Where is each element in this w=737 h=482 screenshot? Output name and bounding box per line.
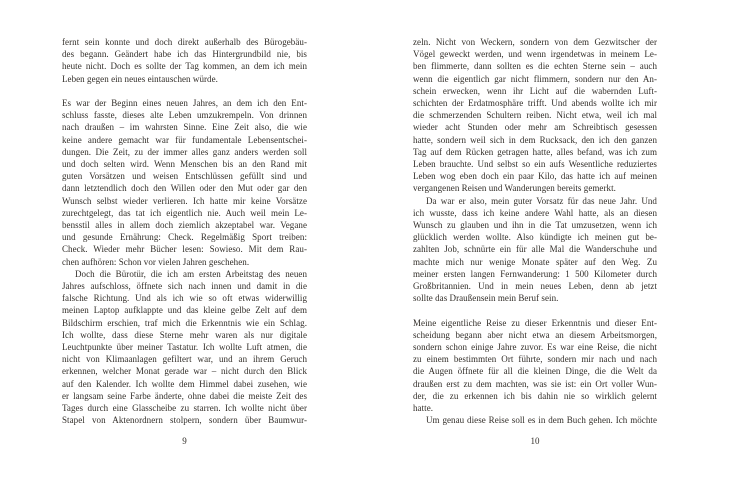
text-line: fernt sein konnte und doch direkt außerhalb des Bürogebäu- xyxy=(62,37,307,47)
text-line: wieder acht Stunden oder mehr am Schreibtisch gesessen xyxy=(413,122,657,133)
text-line: Jahres aufschloss, öffnete sich nach innen und damit in die xyxy=(62,281,307,292)
text-line: Meine eigentliche Reise zu dieser Erkenntnis und dieser Ent- xyxy=(413,317,657,328)
text-line: Check. Wieder mehr Bücher lesen: Sowieso. Mit dem Rau- xyxy=(62,244,307,255)
text-line: Bildschirm erschien, traf mich die Erkenntnis wie ein Schlag. xyxy=(62,317,307,328)
text-line: des begann. Geändert habe ich das Hintergrundbild nie, bis xyxy=(62,49,307,60)
text-line: der, die zu erkennen ich bis dahin nie so wirklich gelernt xyxy=(413,390,657,401)
text-line: zurechtgelegt, das tat ich eigentlich nie. Auch weil mein Le- xyxy=(62,207,307,218)
text-line: nicht von Klimaanlagen gefiltert war, und an ihrem Geruch xyxy=(62,354,307,365)
text-line: guten Vorsätzen und weisen Entschlüssen gefüllt sind und xyxy=(62,171,307,182)
page-number: 9 xyxy=(182,436,187,446)
text-line: nach draußen – im wahrsten Sinne. Eine Zeit also, die wie xyxy=(62,122,307,133)
text-line: Stapel von Aktenordnern stolpern, sondern über Baumwur- xyxy=(62,415,307,426)
text-line: zahlten Job, schnürte ein für alle Mal die Wanderschuhe und xyxy=(413,244,657,255)
text-line: hatte, sondern weil sich in dem Rucksack, den ich den ganzen xyxy=(413,134,657,145)
paragraph xyxy=(62,268,307,427)
paragraph xyxy=(413,195,657,305)
text-line: vergangenen Reisen und Wanderungen bereits gemerkt. xyxy=(413,183,616,194)
text-line: erkennen, welcher Monat gerade war – nicht durch den Blick xyxy=(62,366,307,377)
page-text xyxy=(62,36,307,426)
text-line: scheidung begann aber nicht etwa an diesem Arbeitsmorgen, xyxy=(413,329,657,340)
text-line: bensstil alles in allem doch ziemlich akzeptabel war. Vegane xyxy=(62,220,307,231)
text-line: meiner ersten langen Fernwanderung: 1 500 Kilometer durch xyxy=(413,268,657,279)
text-line: und gesunde Ernährung: Check. Regelmäßig Sport treiben: xyxy=(62,232,307,243)
page-right xyxy=(413,36,657,446)
text-line: Da war er also, mein guter Vorsatz für das neue Jahr. Und xyxy=(426,195,657,206)
text-line: schichten der Erdatmosphäre trifft. Und abends wollte ich mir xyxy=(413,98,657,109)
text-line: auf den Kalender. Ich wollte dem Himmel dabei zusehen, wie xyxy=(62,378,307,389)
text-line: Es war der Beginn eines neuen Jahres, an dem ich den Ent- xyxy=(62,98,307,108)
text-line: heute nicht. Doch es sollte der Tag kommen, an dem ich mein xyxy=(62,61,307,72)
text-line: Leben wog eben doch ein paar Kilo, das hatte ich auf meinen xyxy=(413,171,657,182)
text-line: falsche Richtung. Und als ich wie so oft etwas widerwillig xyxy=(62,293,307,304)
text-line: sollte das Draußensein mein Beruf sein. xyxy=(413,293,559,304)
text-line: machte mich nur wenige Monate später auf den Weg. Zu xyxy=(413,256,657,267)
text-line: glücklich werden wollte. Also kündigte ich meinen gut be- xyxy=(413,232,657,243)
text-line: keine andere gemacht war für fundamentale Lebensentschei- xyxy=(62,134,307,145)
paragraph xyxy=(413,317,657,415)
page-number: 10 xyxy=(530,436,540,446)
page-text xyxy=(413,36,657,426)
text-line: wenn die eigentlich gar nicht flimmern, sondern nur den An- xyxy=(413,73,657,84)
text-line: Leuchtpunkte über meiner Tastatur. Ich wollte Luft atmen, die xyxy=(62,342,307,353)
page-left xyxy=(62,36,307,446)
text-line: hatte. xyxy=(413,403,434,414)
text-line: Tages durch eine Glasscheibe zu starren. Ich wollte nicht über xyxy=(62,403,307,414)
text-line: Leben brauchte. Und selbst so ein aufs Wesentliche reduziertes xyxy=(413,159,657,170)
text-line: Wunsch selbst wieder verlieren. Ich hatte mir keine Vorsätze xyxy=(62,195,307,206)
text-line: und doch selten wird. Wenn Menschen bis an den Rand mit xyxy=(62,159,307,170)
text-line: Ich wollte, dass diese Sterne mehr waren als nur digitale xyxy=(62,329,307,340)
text-line: draußen erst zu dem machten, was sie ist: ein Ort voller Wun- xyxy=(413,378,657,389)
text-line: er langsam seine Farbe änderte, ohne dabei die meiste Zeit des xyxy=(62,390,307,401)
text-line: Um genau diese Reise soll es in dem Buch gehen. Ich möchte xyxy=(426,415,657,426)
text-line: zu einem bestimmten Ort führte, sondern mir nach und nach xyxy=(413,354,657,365)
text-line: schluss fasste, dieses alte Leben umzukrempeln. Von drinnen xyxy=(62,110,307,121)
text-line: ich wusste, dass ich keine andere Wahl hatte, als an diesen xyxy=(413,207,657,218)
text-line: schein erwecken, wenn ihr Licht auf die wabernden Luft- xyxy=(413,85,657,96)
text-line: Doch die Bürotür, die ich am ersten Arbeitstag des neuen xyxy=(75,268,307,279)
text-line: Großbritannien. Und in mein neues Leben, denn ab jetzt xyxy=(413,281,657,292)
text-line: meinen Laptop aufklappte und das kleine gelbe Zelt auf dem xyxy=(62,305,307,316)
text-line: Leben gegen ein neues eintauschen würde. xyxy=(62,73,218,84)
text-line: Tag auf dem Rücken getragen hatte, alles befand, was ich zum xyxy=(413,146,657,157)
text-line: zeln. Nicht von Weckern, sondern von dem Gezwitscher der xyxy=(413,37,657,47)
text-line: Vögel geweckt werden, und wenn irgendetwas in meinem Le- xyxy=(413,49,657,60)
text-line: die schmerzenden Schultern reiben. Nicht etwa, weil ich mal xyxy=(413,110,657,121)
text-line: sondern schon einige Jahre zuvor. Es war eine Reise, die nicht xyxy=(413,342,657,353)
paragraph xyxy=(413,36,657,195)
text-line: chen aufhören: Schon vor vielen Jahren geschehen. xyxy=(62,256,250,267)
paragraph xyxy=(62,36,307,85)
paragraph xyxy=(413,414,657,426)
paragraph xyxy=(62,97,307,268)
text-line: ben flimmerte, dann sollten es die echten Sterne sein – auch xyxy=(413,61,657,72)
text-line: die Augen öffnete für all die kleinen Dinge, die die Welt da xyxy=(413,366,657,377)
text-line: Wunsch zu glauben und ihn in die Tat umzusetzen, wenn ich xyxy=(413,220,657,231)
text-line: dungen. Die Zeit, zu der immer alles ganz anders werden soll xyxy=(62,146,307,157)
text-line: dann letztendlich doch den Willen oder den Mut oder gar den xyxy=(62,183,307,194)
